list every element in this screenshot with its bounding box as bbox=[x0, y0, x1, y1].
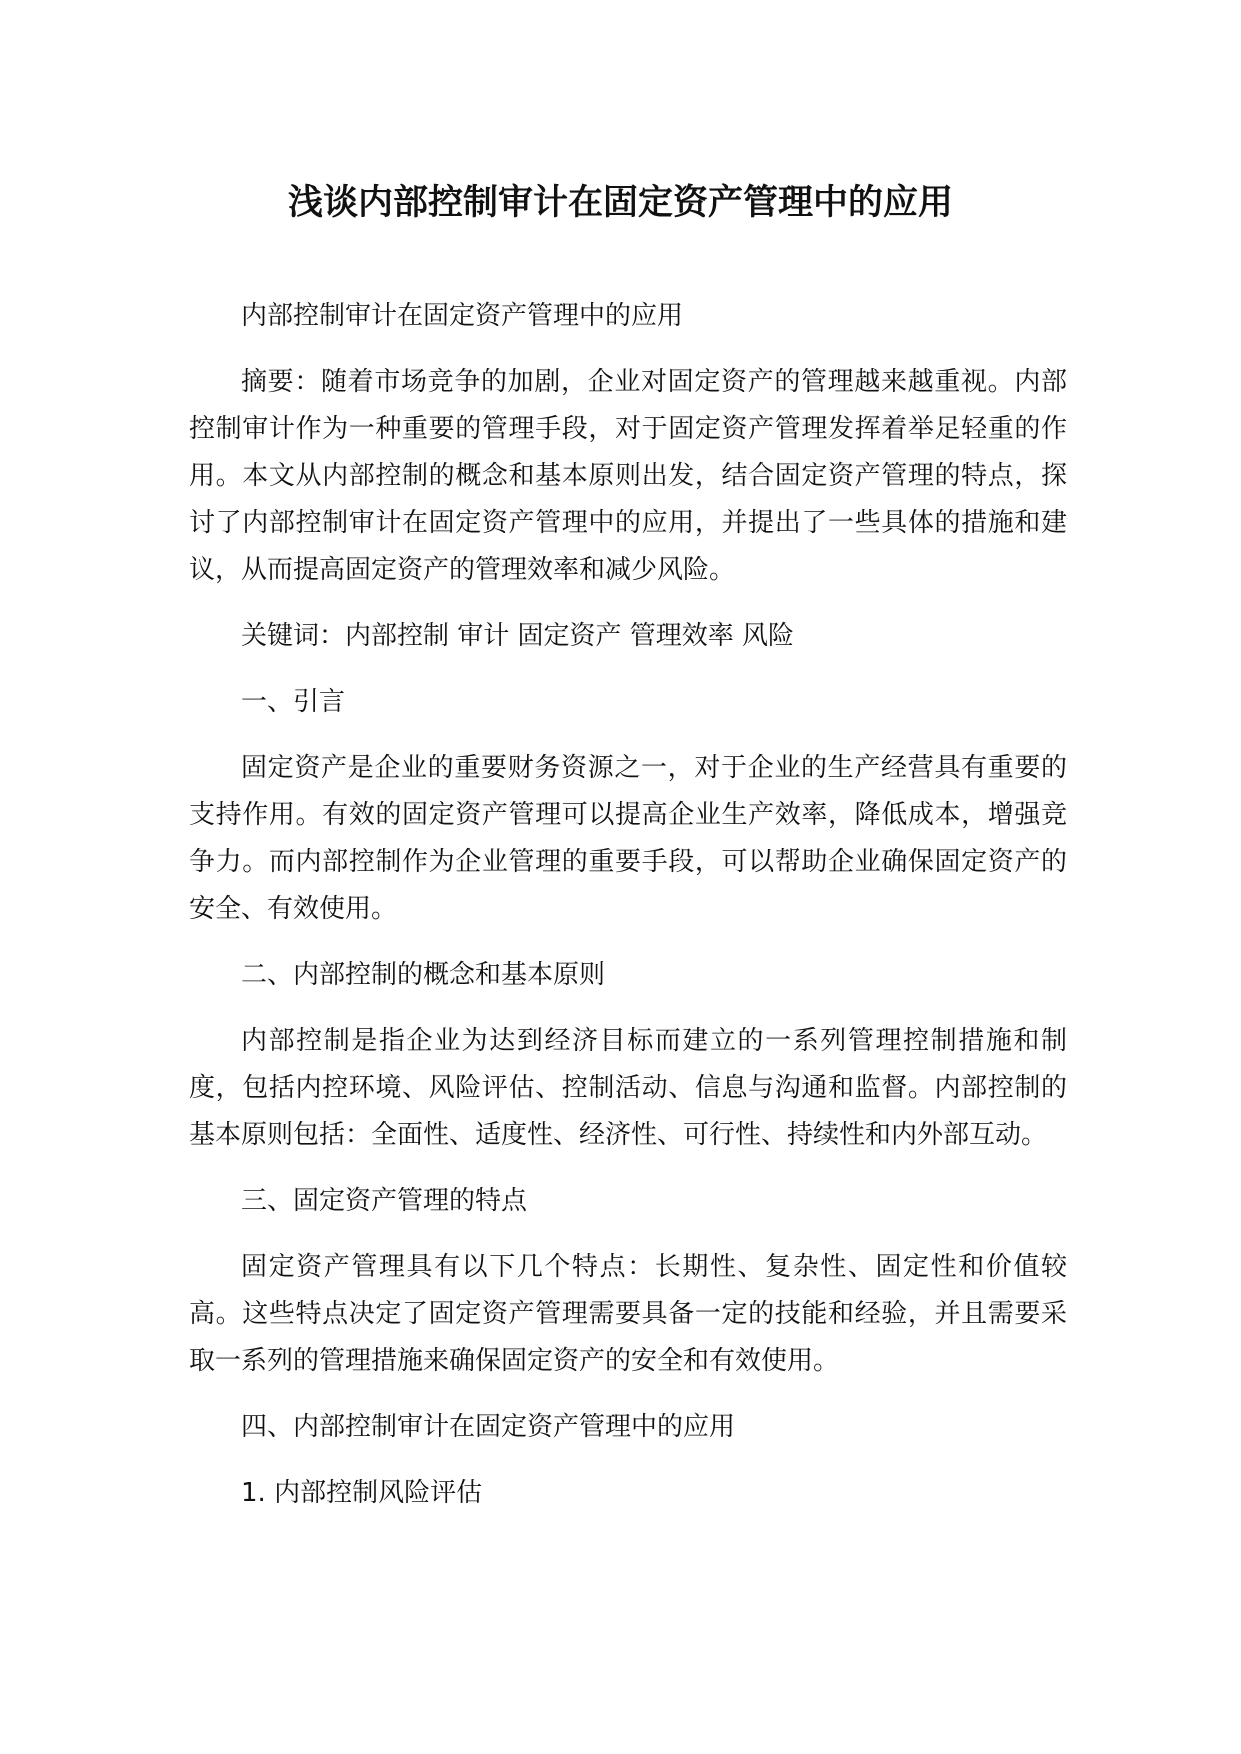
section-heading-application: 四、内部控制审计在固定资产管理中的应用 bbox=[241, 1412, 736, 1442]
subsection-heading-risk-assessment: 1. 内部控制风险评估 bbox=[241, 1478, 483, 1508]
document-body bbox=[189, 293, 1067, 1536]
keywords-paragraph: 关键词：内部控制 审计 固定资产 管理效率 风险 bbox=[241, 621, 795, 651]
section-heading-internal-control: 二、内部控制的概念和基本原则 bbox=[241, 960, 606, 990]
introduction-paragraph: 固定资产是企业的重要财务资源之一，对于企业的生产经营具有重要的支持作用。有效的固定资产管理可以提高企业生产效率，降低成本，增强竞争力。而内部控制作为企业管理的重要手段，可以帮助企业确保固定资产的安全、有效使用。 bbox=[189, 753, 1067, 924]
section-heading-introduction: 一、引言 bbox=[241, 687, 346, 717]
fixed-asset-features-paragraph: 固定资产管理具有以下几个特点：长期性、复杂性、固定性和价值较高。这些特点决定了固定资产管理需要具备一定的技能和经验，并且需要采取一系列的管理措施来确保固定资产的安全和有效使用。 bbox=[189, 1252, 1067, 1376]
abstract-paragraph: 摘要：随着市场竞争的加剧，企业对固定资产的管理越来越重视。内部控制审计作为一种重要的管理手段，对于固定资产管理发挥着举足轻重的作用。本文从内部控制的概念和基本原则出发，结合固定资产管理的特点，探讨了内部控制审计在固定资产管理中的应用，并提出了一些具体的措施和建议，从而提高固定资产的管理效率和减少风险。 bbox=[189, 367, 1067, 585]
internal-control-paragraph: 内部控制是指企业为达到经济目标而建立的一系列管理控制措施和制度，包括内控环境、风险评估、控制活动、信息与沟通和监督。内部控制的基本原则包括：全面性、适度性、经济性、可行性、持续性和内外部互动。 bbox=[189, 1026, 1067, 1150]
section-heading-fixed-asset-features: 三、固定资产管理的特点 bbox=[241, 1186, 528, 1216]
subtitle-paragraph: 内部控制审计在固定资产管理中的应用 bbox=[241, 301, 684, 331]
document-title: 浅谈内部控制审计在固定资产管理中的应用 bbox=[287, 183, 953, 223]
